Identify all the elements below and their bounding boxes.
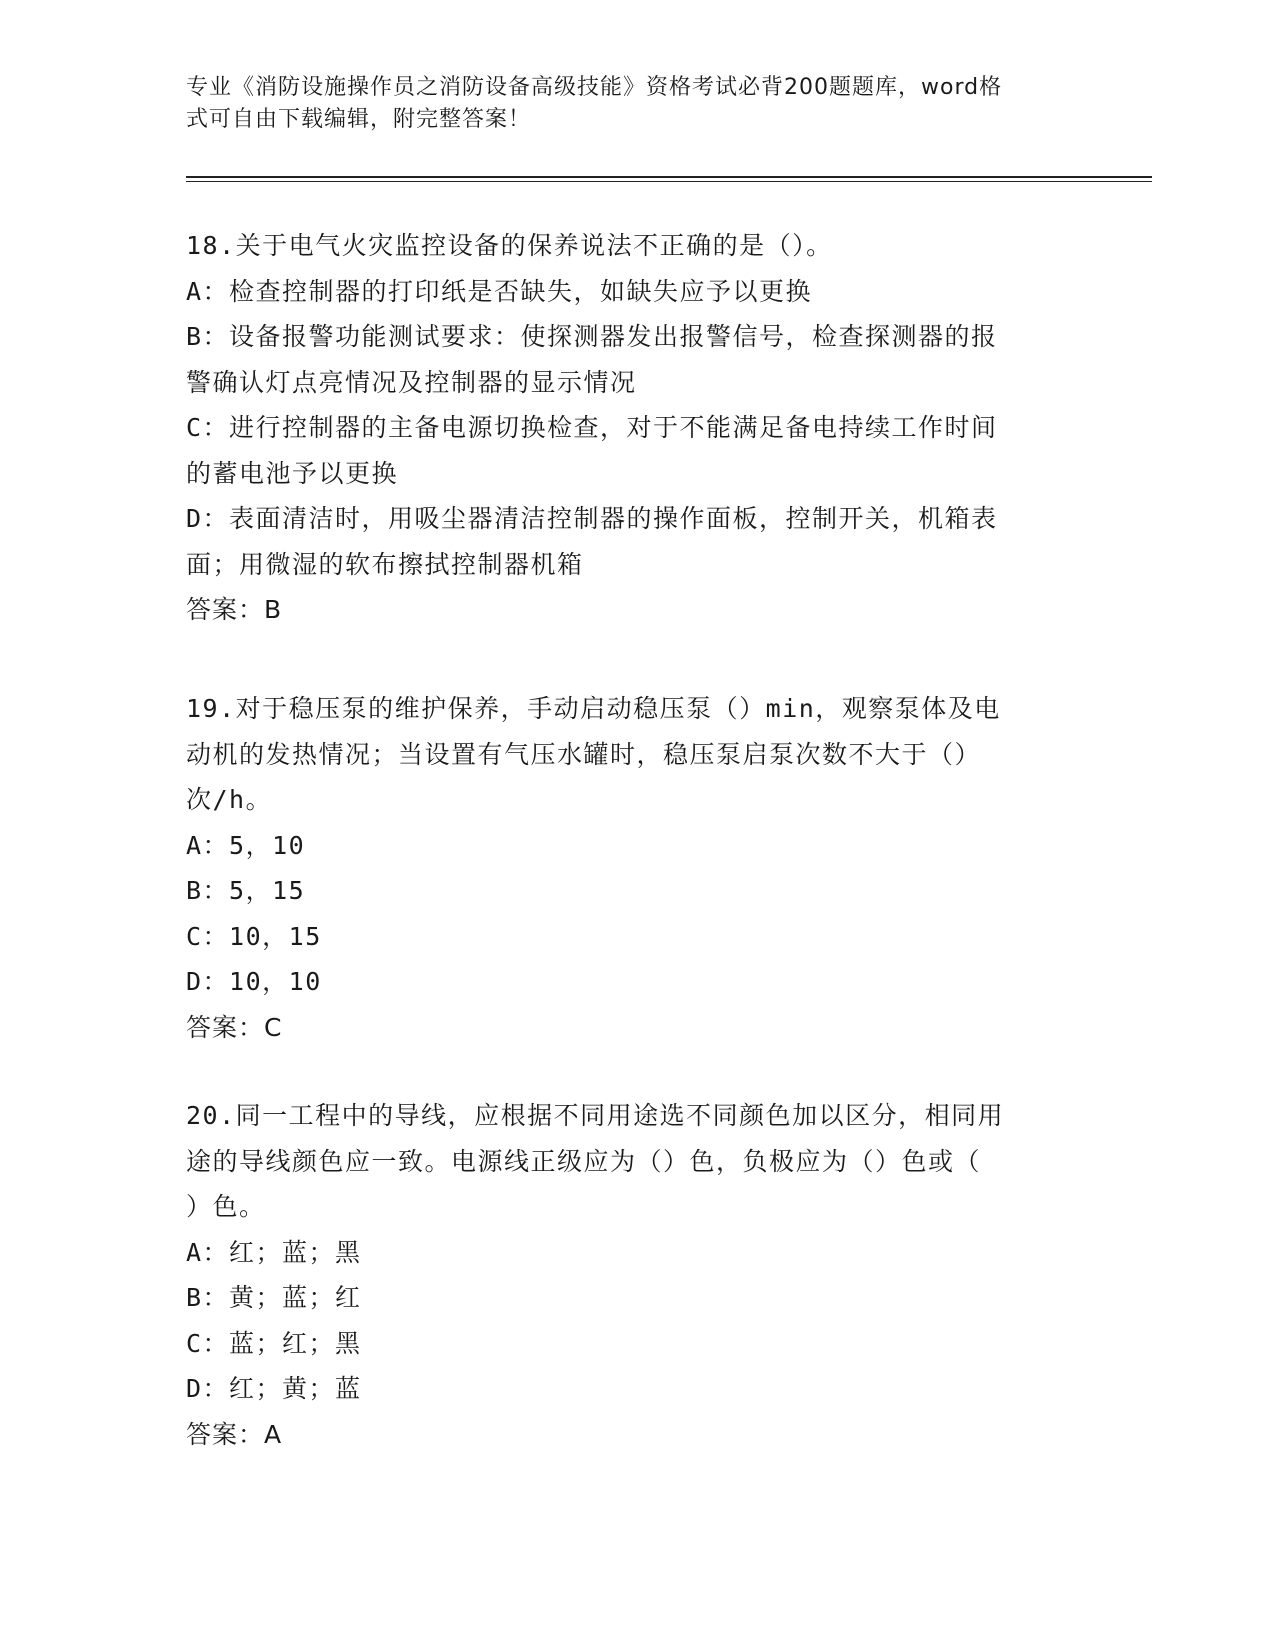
option-b: B：5，15 — [186, 876, 306, 905]
option-c: C：10，15 — [186, 921, 322, 951]
header-divider-thick — [186, 176, 1152, 178]
option-c-line-1: C：进行控制器的主备电源切换检查，对于不能满足备电持续工作时间 — [186, 413, 998, 442]
option-b-line-1: B：设备报警功能测试要求：使探测器发出报警信号，检查探测器的报 — [186, 322, 998, 351]
question-stem-line-1: 20.同一工程中的导线，应根据不同用途选不同颜色加以区分，相同用 — [186, 1101, 1005, 1130]
question-18 — [186, 223, 1066, 633]
option-c-line-2: 的蓄电池予以更换 — [186, 458, 399, 488]
header-divider-thin — [186, 181, 1152, 182]
option-a: A：红；蓝；黑 — [186, 1237, 362, 1267]
question-stem-line-1: 19.对于稳压泵的维护保养，手动启动稳压泵（）min，观察泵体及电 — [186, 694, 1001, 723]
question-stem: 18.关于电气火灾监控设备的保养说法不正确的是（）。 — [186, 231, 833, 260]
option-b-line-2: 警确认灯点亮情况及控制器的显示情况 — [186, 367, 637, 397]
question-20 — [186, 1093, 1066, 1457]
document-header — [186, 72, 1066, 136]
answer-label: 答案：B — [186, 595, 283, 624]
answer-label: 答案：C — [186, 1012, 283, 1042]
option-a: A：5，10 — [186, 830, 306, 860]
option-d: D：红；黄；蓝 — [186, 1374, 362, 1403]
header-line-2: 式可自由下载编辑，附完整答案！ — [186, 107, 532, 132]
question-stem-line-3: 次/h。 — [186, 785, 273, 814]
question-stem-line-2: 途的导线颜色应一致。电源线正级应为（）色，负极应为（）色或（ — [186, 1146, 982, 1176]
option-d-line-2: 面；用微湿的软布擦拭控制器机箱 — [186, 549, 584, 579]
question-stem-line-2: 动机的发热情况；当设置有气压水罐时，稳压泵启泵次数不大于（） — [186, 739, 982, 769]
option-d-line-1: D：表面清洁时，用吸尘器清洁控制器的操作面板，控制开关，机箱表 — [186, 504, 998, 533]
question-stem-line-3: ）色。 — [186, 1192, 266, 1221]
option-d: D：10，10 — [186, 967, 322, 996]
header-line-1: 专业《消防设施操作员之消防设备高级技能》资格考试必背200题题库，word格 — [186, 75, 1003, 100]
option-a: A：检查控制器的打印纸是否缺失，如缺失应予以更换 — [186, 276, 813, 306]
option-c: C：蓝；红；黑 — [186, 1328, 362, 1358]
question-19 — [186, 686, 1066, 1050]
answer-label: 答案：A — [186, 1419, 283, 1449]
option-b: B：黄；蓝；红 — [186, 1283, 362, 1312]
